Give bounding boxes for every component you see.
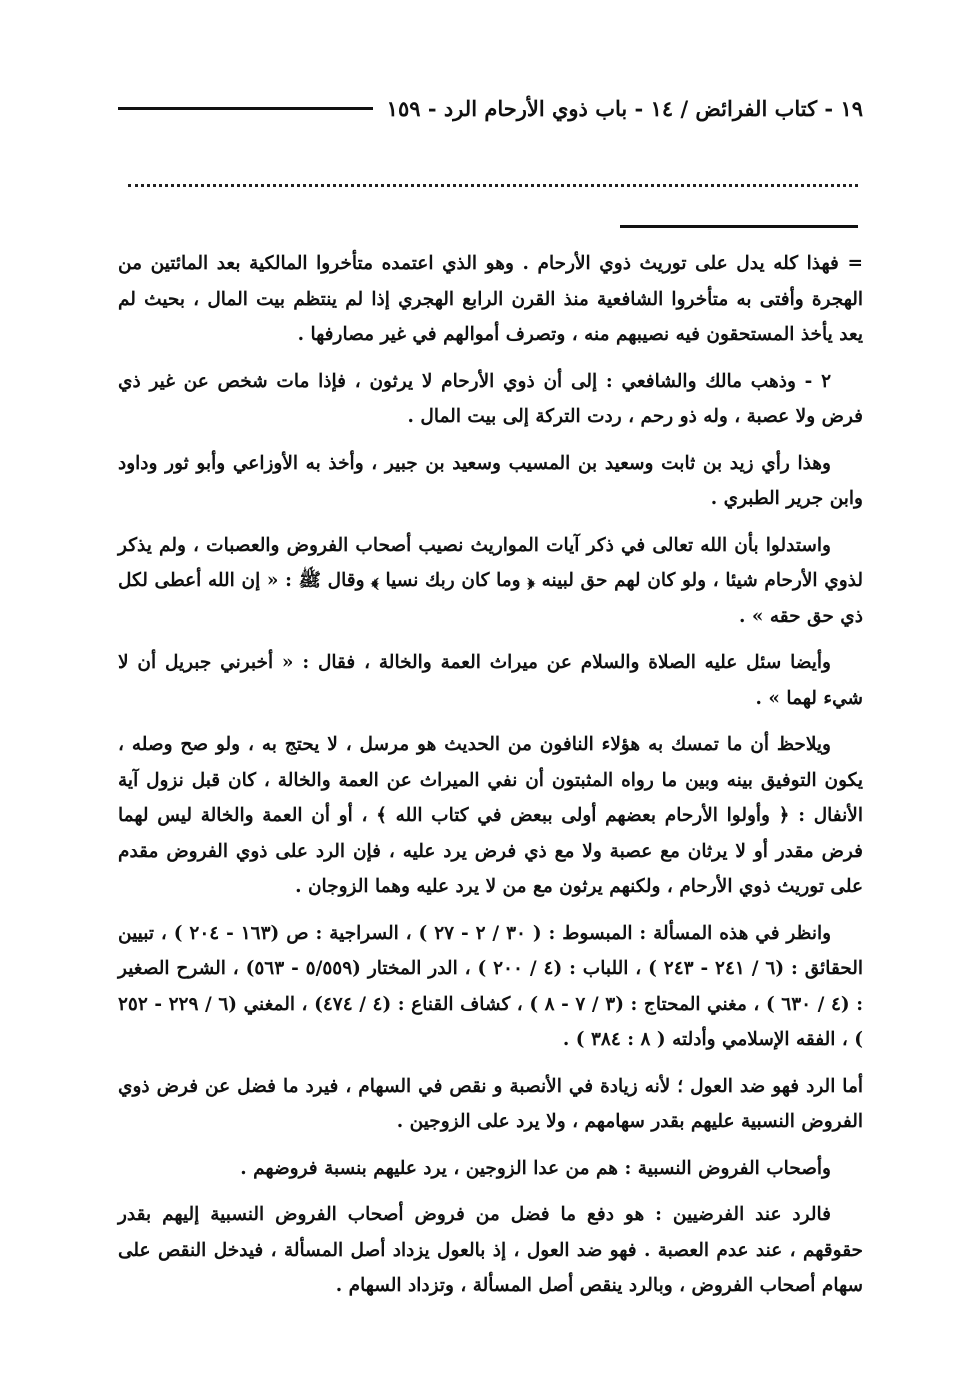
paragraph-3: وهذا رأي زيد بن ثابت وسعيد بن المسيب وسعيد بن جبير ، وأخذ به الأوزاعي وأبو ثور وداود وابن جرير الطبري .	[118, 452, 863, 509]
paragraph-8: أما الرد فهو ضد العول ؛ لأنه زيادة في الأنصبة و نقص في السهام ، فيرد ما فضل عن فرض ذوي الفروض النسبية عليهم بقدر سهامهم ، ولا يرد على الزوجين .	[118, 1075, 863, 1132]
paragraph-9: وأصحاب الفروض النسبية : هم من عدا الزوجين ، يرد عليهم بنسبة فروضهم .	[240, 1157, 831, 1179]
running-header	[118, 88, 863, 128]
running-title: ١٩ - كتاب الفرائض / ١٤ - باب ذوي الأرحام الرد - ١٥٩	[386, 95, 863, 121]
paragraph-4: واستدلوا بأن الله تعالى في ذكر آيات المواريث نصيب أصحاب الفروض والعصبات ، ولم يذكر لذوي الأرحام شيئا ، ولو كان لهم حق لبينه ﴿ وما كان ربك نسيا ﴾ وقال ﷺ : « إن الله أعطى لكل ذي حق حقه » .	[118, 534, 863, 627]
paragraph-7: وانظر في هذه المسألة : المبسوط : ( ٣٠ / ٢ - ٢٧ ) ، السراجية : ص (١٦٣ - ٢٠٤ ) ، تبيين الحقائق : (٦ / ٢٤١ - ٢٤٣ ) ، اللباب : (٤ / ٢٠٠ ) ، الدر المختار (٥/٥٥٩ - ٥٦٣) ، الشرح الصغير : (٤ / ٦٣٠ ) ، مغني المحتاج : (٣ / ٧ - ٨ ) ، كشاف القناع : (٤ / ٤٧٤) ، المغني (٦ / ٢٢٩ - ٢٥٢ ) ، الفقه الإسلامي وأدلته ( ٨ : ٣٨٤ ) .	[118, 922, 864, 1050]
paragraph-1: = فهذا كله يدل على توريث ذوي الأرحام . وهو الذي اعتمده متأخروا المالكية بعد المائتين من الهجرة وأفتى به متأخروا الشافعية منذ القرن الرابع الهجري إذا لم ينتظم بيت المال ، بحيث لم يعد يأخذ المستحقون فيه نصيبهم منه ، وتصرف أموالهم في غير مصارفها .	[118, 253, 863, 345]
page-body	[118, 246, 863, 1315]
paragraph-6: ويلاحظ أن ما تمسك به هؤلاء النافون من الحديث هو مرسل ، لا يحتج به ، ولو صح وصله ، يكون التوفيق بينه وبين ما رواه المثبتون أن نفي الميراث عن العمة والخالة ، كان قبل نزول آية الأنفال : ﴿ وأولوا الأرحام بعضهم أولى ببعض في كتاب الله ﴾ ، أو أن العمة والخالة ليس لهما فرض مقدر أو لا يرثان مع عصبة ولا مع ذي فرض يرد عليه ، فإن الرد على ذوي الفروض مقدم على توريث ذوي الأرحام ، ولكنهم يرثون مع من لا يرد عليه وهما الزوجان .	[118, 734, 863, 897]
paragraph-2: ٢ - وذهب مالك والشافعي : إلى أن ذوي الأرحام لا يرثون ، فإذا مات شخص عن غير ذي فرض ولا عصبة ، وله ذو رحم ، ردت التركة إلى بيت المال .	[118, 370, 863, 427]
footnote-rule	[620, 225, 858, 228]
paragraph-10: فالرد عند الفرضيين : هو دفع ما فضل من فروض أصحاب الفروض النسبية إليهم بقدر حقوقهم ، عند عدم العصبة . فهو ضد العول ، إذ بالعول يزداد أصل المسألة ، فيدخل النقص على سهام أصحاب الفروض ، وبالرد ينقص أصل المسألة ، وتزداد السهام .	[118, 1204, 863, 1296]
header-rule	[118, 107, 373, 110]
paragraph-5: وأيضا سئل عليه الصلاة والسلام عن ميراث العمة والخالة ، فقال : « أخبرني جبريل أن لا شيء لهما » .	[118, 652, 863, 709]
dotted-separator	[128, 160, 858, 187]
